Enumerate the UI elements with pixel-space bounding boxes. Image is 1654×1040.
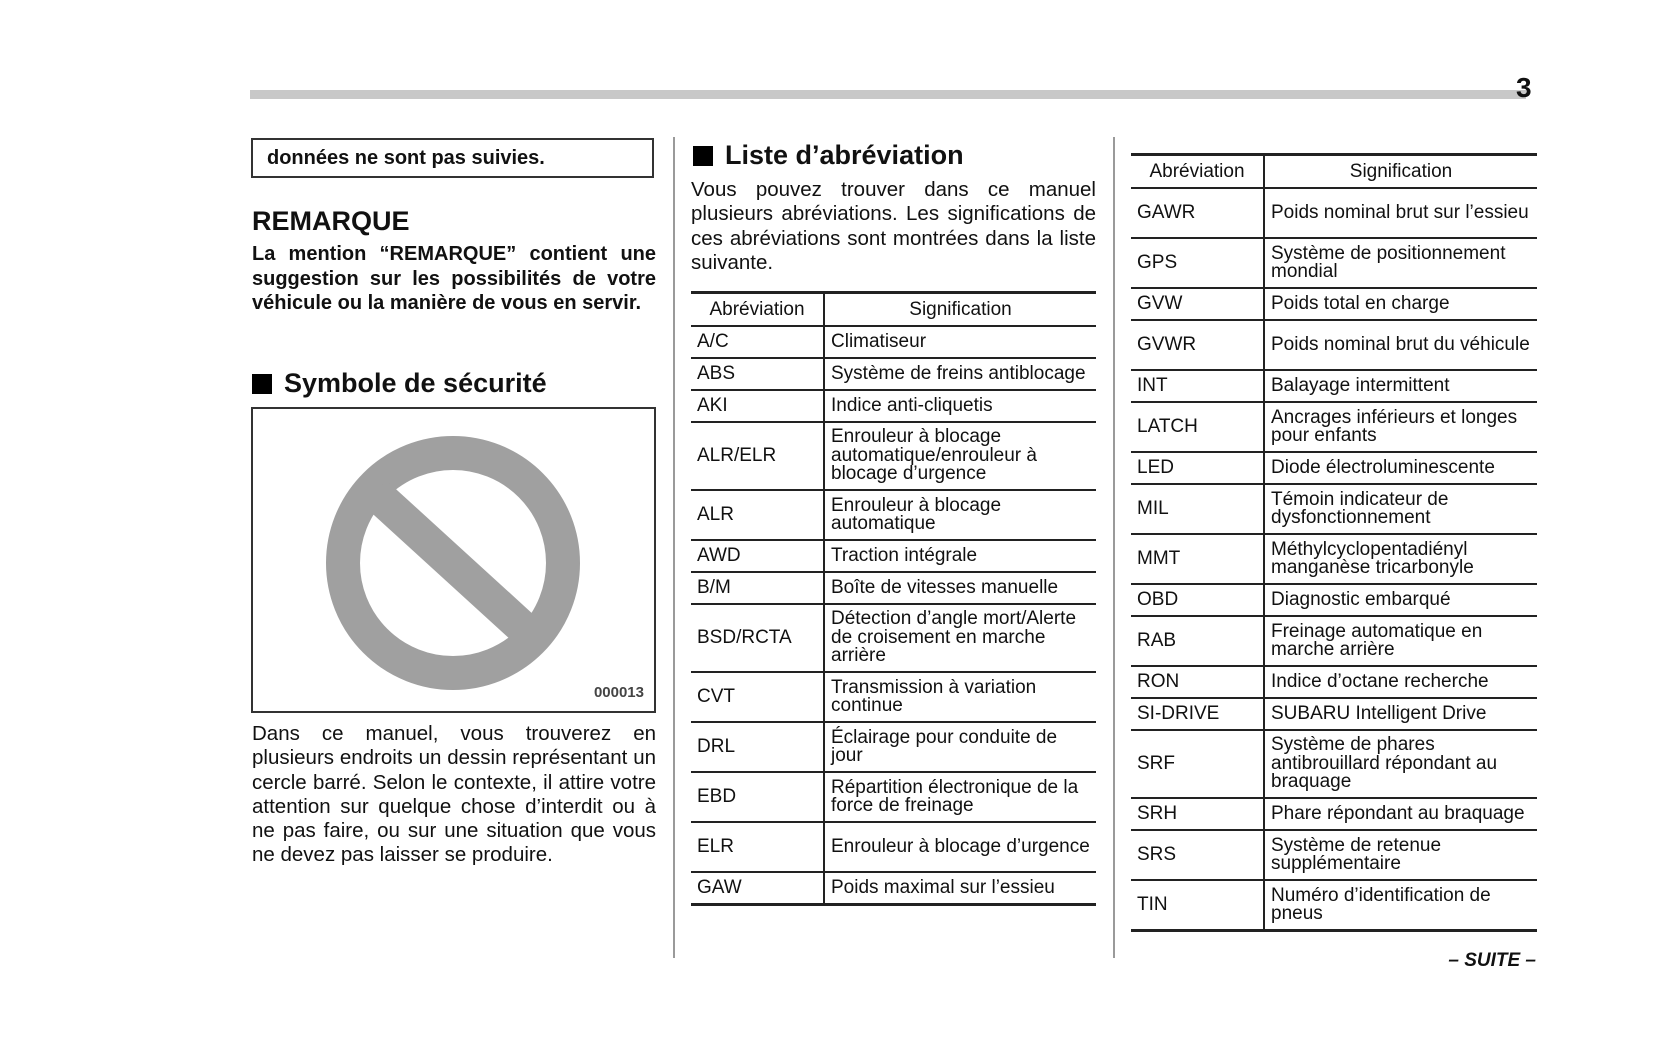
remarque-text: La mention “REMARQUE” contient une suggestion sur les possibilités de votre véhicule ou la manière de vous en servir. <box>252 243 656 314</box>
table-row <box>691 422 1096 490</box>
meaning-cell: Système de freins antiblocage <box>824 358 1096 390</box>
safety-symbol-figure <box>251 407 656 713</box>
abbr-cell: GPS <box>1131 238 1264 288</box>
table-row <box>691 872 1096 905</box>
table-row <box>1131 484 1537 534</box>
table-row <box>1131 288 1537 320</box>
table-row <box>1131 730 1537 798</box>
abbr-cell: LED <box>1131 452 1264 484</box>
abbr-cell: RON <box>1131 666 1264 698</box>
abbr-cell: RAB <box>1131 616 1264 666</box>
abbr-cell: SRH <box>1131 798 1264 830</box>
abbr-cell: ALR/ELR <box>691 422 824 490</box>
meaning-cell: Boîte de vitesses manuelle <box>824 572 1096 604</box>
warning-box: données ne sont pas suivies. <box>251 138 654 178</box>
abbr-cell: A/C <box>691 326 824 358</box>
meaning-cell: Traction intégrale <box>824 540 1096 572</box>
table-row <box>691 490 1096 540</box>
abbr-cell: CVT <box>691 672 824 722</box>
abbr-cell: GVW <box>1131 288 1264 320</box>
abbr-cell: GAW <box>691 872 824 905</box>
abbr-cell: MIL <box>1131 484 1264 534</box>
page-number: 3 <box>1516 72 1532 103</box>
meaning-cell: Système de phares antibrouillard répondant au braquage <box>1264 730 1537 798</box>
abbr-cell: B/M <box>691 572 824 604</box>
column-header-meaning: Signification <box>824 293 1096 327</box>
table-row <box>1131 188 1537 238</box>
table-row <box>1131 238 1537 288</box>
meaning-cell: Diode électroluminescente <box>1264 452 1537 484</box>
meaning-cell: Détection d’angle mort/Alerte de croisement en marche arrière <box>824 604 1096 672</box>
figure-code: 000013 <box>593 684 644 701</box>
meaning-cell: Poids nominal brut sur l’essieu <box>1264 188 1537 238</box>
table-row <box>1131 830 1537 880</box>
meaning-cell: SUBARU Intelligent Drive <box>1264 698 1537 730</box>
table-row <box>691 604 1096 672</box>
table-row <box>1131 320 1537 370</box>
abbreviation-list-title: Liste d’abréviation <box>725 140 964 170</box>
section-bullet-icon <box>252 374 272 394</box>
table-row <box>691 722 1096 772</box>
meaning-cell: Diagnostic embarqué <box>1264 584 1537 616</box>
table-row <box>1131 798 1537 830</box>
meaning-cell: Système de retenue supplémentaire <box>1264 830 1537 880</box>
abbr-cell: ELR <box>691 822 824 872</box>
abbr-cell: SRF <box>1131 730 1264 798</box>
table-row <box>691 822 1096 872</box>
remarque-heading: REMARQUE <box>252 206 410 236</box>
meaning-cell: Ancrages inférieurs et longes pour enfants <box>1264 402 1537 452</box>
table-row <box>1131 584 1537 616</box>
safety-symbol-title: Symbole de sécurité <box>284 368 547 398</box>
abbr-cell: INT <box>1131 370 1264 402</box>
column-divider <box>673 137 675 958</box>
table-row <box>1131 534 1537 584</box>
table-row <box>1131 452 1537 484</box>
column-header-abbreviation: Abréviation <box>1131 155 1264 189</box>
abbreviation-intro: Vous pouvez trouver dans ce manuel plusieurs abréviations. Les significations de ces abréviations sont montrées dans la liste suivante. <box>691 178 1096 274</box>
abbreviation-table-2 <box>1131 153 1537 932</box>
abbr-cell: AKI <box>691 390 824 422</box>
section-bullet-icon <box>693 146 713 166</box>
table-row <box>691 540 1096 572</box>
table-row <box>1131 370 1537 402</box>
meaning-cell: Climatiseur <box>824 326 1096 358</box>
abbr-cell: SRS <box>1131 830 1264 880</box>
meaning-cell: Système de positionnement mondial <box>1264 238 1537 288</box>
table-row <box>691 326 1096 358</box>
table-row <box>691 672 1096 722</box>
meaning-cell: Poids maximal sur l’essieu <box>824 872 1096 905</box>
meaning-cell: Transmission à variation continue <box>824 672 1096 722</box>
abbr-cell: DRL <box>691 722 824 772</box>
meaning-cell: Indice anti-cliquetis <box>824 390 1096 422</box>
table-row <box>691 358 1096 390</box>
safety-symbol-description: Dans ce manuel, vous trouverez en plusieurs endroits un dessin représentant un cercle barré. Selon le contexte, il attire votre attention sur quelque chose d’interdit ou à ne pas faire, ou sur une situation que vous ne devez pas laisser se produire. <box>252 722 656 867</box>
meaning-cell: Phare répondant au braquage <box>1264 798 1537 830</box>
abbr-cell: GVWR <box>1131 320 1264 370</box>
abbr-cell: BSD/RCTA <box>691 604 824 672</box>
table-row <box>691 572 1096 604</box>
column-divider <box>1113 137 1115 958</box>
abbreviation-table-1 <box>691 291 1096 906</box>
abbr-cell: AWD <box>691 540 824 572</box>
meaning-cell: Numéro d’identification de pneus <box>1264 880 1537 931</box>
meaning-cell: Témoin indicateur de dysfonctionnement <box>1264 484 1537 534</box>
meaning-cell: Poids total en charge <box>1264 288 1537 320</box>
meaning-cell: Enrouleur à blocage d’urgence <box>824 822 1096 872</box>
abbr-cell: EBD <box>691 772 824 822</box>
table-row <box>1131 880 1537 931</box>
continued-label: – SUITE – <box>1448 950 1536 971</box>
meaning-cell: Éclairage pour conduite de jour <box>824 722 1096 772</box>
header-rule <box>250 90 1526 99</box>
column-header-meaning: Signification <box>1264 155 1537 189</box>
column-header-abbreviation: Abréviation <box>691 293 824 327</box>
meaning-cell: Enrouleur à blocage automatique <box>824 490 1096 540</box>
abbr-cell: GAWR <box>1131 188 1264 238</box>
abbr-cell: OBD <box>1131 584 1264 616</box>
table-row <box>691 390 1096 422</box>
meaning-cell: Répartition électronique de la force de freinage <box>824 772 1096 822</box>
abbr-cell: ALR <box>691 490 824 540</box>
safety-symbol-heading <box>252 368 547 399</box>
table-row <box>1131 402 1537 452</box>
meaning-cell: Indice d’octane recherche <box>1264 666 1537 698</box>
table-row <box>691 772 1096 822</box>
meaning-cell: Freinage automatique en marche arrière <box>1264 616 1537 666</box>
abbr-cell: ABS <box>691 358 824 390</box>
meaning-cell: Poids nominal brut du véhicule <box>1264 320 1537 370</box>
table-row <box>1131 666 1537 698</box>
abbr-cell: MMT <box>1131 534 1264 584</box>
meaning-cell: Méthylcyclopentadiényl manganèse tricarbonyle <box>1264 534 1537 584</box>
table-row <box>1131 698 1537 730</box>
meaning-cell: Balayage intermittent <box>1264 370 1537 402</box>
abbr-cell: TIN <box>1131 880 1264 931</box>
abbreviation-list-heading <box>693 140 964 171</box>
abbr-cell: LATCH <box>1131 402 1264 452</box>
meaning-cell: Enrouleur à blocage automatique/enrouleur à blocage d’urgence <box>824 422 1096 490</box>
prohibition-circle-icon <box>323 433 583 693</box>
abbr-cell: SI-DRIVE <box>1131 698 1264 730</box>
table-row <box>1131 616 1537 666</box>
